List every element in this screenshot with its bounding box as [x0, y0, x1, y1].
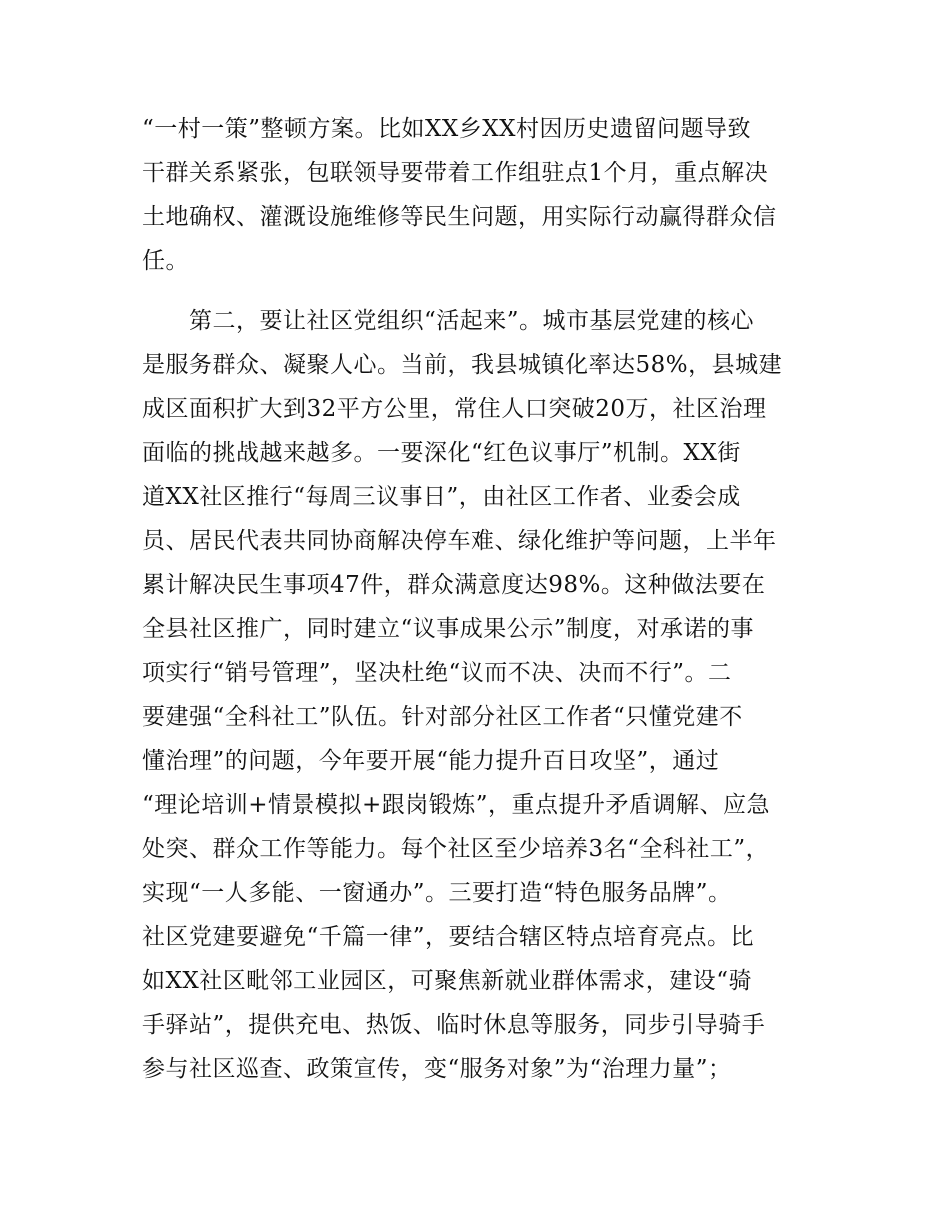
text-line: 参与社区巡查、政策宣传，变“服务对象”为“治理力量”； [142, 1056, 732, 1082]
text-line: 员、居民代表共同协商解决停车难、绿化维护等问题，上半年 [142, 528, 777, 554]
text-line: 面临的挑战越来越多。一要深化“红色议事厅”机制。XX街 [142, 440, 741, 466]
text-line: 如XX社区毗邻工业园区，可聚焦新就业群体需求，建设“骑 [142, 968, 753, 994]
text-line: 土地确权、灌溉设施维修等民生问题，用实际行动赢得群众信 [142, 204, 777, 230]
text-line: 处突、群众工作等能力。每个社区至少培养3名“全科社工”， [142, 836, 770, 862]
text-line: 干群关系紧张，包联领导要带着工作组驻点1个月，重点解决 [142, 160, 769, 186]
text-line: 第二，要让社区党组织“活起来”。城市基层党建的核心 [142, 308, 755, 334]
text-line: 项实行“销号管理”，坚决杜绝“议而不决、决而不行”。二 [142, 660, 732, 686]
text-line: 实现“一人多能、一窗通办”。三要打造“特色服务品牌”。 [142, 880, 732, 906]
text-line: 懂治理”的问题，今年要开展“能力提升百日攻坚”，通过 [142, 748, 720, 774]
text-line: 要建强“全科社工”队伍。针对部分社区工作者“只懂党建不 [142, 704, 743, 730]
text-line: 道XX社区推行“每周三议事日”，由社区工作者、业委会成 [142, 484, 741, 510]
text-line: “理论培训+情景模拟+跟岗锻炼”，重点提升矛盾调解、应急 [142, 792, 771, 818]
text-line: 累计解决民生事项47件，群众满意度达98%。这种做法要在 [142, 572, 766, 598]
text-line: 成区面积扩大到32平方公里，常住人口突破20万，社区治理 [142, 396, 767, 422]
text-line: 是服务群众、凝聚人心。当前，我县城镇化率达58%，县城建 [142, 352, 783, 378]
text-line: 社区党建要避免“千篇一律”，要结合辖区特点培育亮点。比 [142, 924, 755, 950]
text-line: 全县社区推广，同时建立“议事成果公示”制度，对承诺的事 [142, 616, 755, 642]
text-line: 手驿站”，提供充电、热饭、临时休息等服务，同步引导骑手 [142, 1012, 766, 1038]
text-line: 任。 [142, 248, 189, 274]
text-line: “一村一策”整顿方案。比如XX乡XX村因历史遗留问题导致 [142, 116, 752, 142]
